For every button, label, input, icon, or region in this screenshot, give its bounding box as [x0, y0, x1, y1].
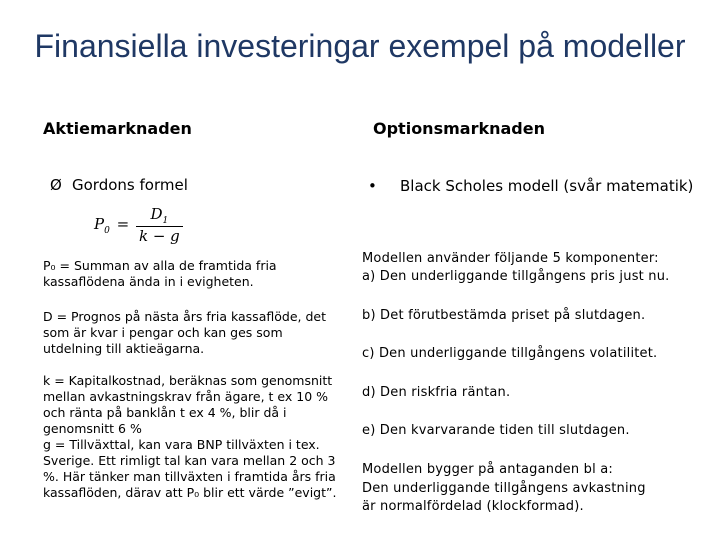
formula-equals: = [116, 215, 130, 233]
formula-fraction [136, 205, 183, 245]
assumption-line3: är normalfördelad (klockformad). [362, 499, 584, 514]
right-bullet-text: Black Scholes modell (svår matematik) [400, 177, 694, 195]
formula-denominator: k − g [138, 227, 180, 245]
component-c: c) Den underliggande tillgångens volatilitet. [362, 346, 658, 361]
model-intro-line1: Modellen använder följande 5 komponenter: [362, 251, 659, 266]
p0-definition: P₀ = Summan av alla de framtida fria kassaflödena ända in i evigheten. [43, 258, 277, 289]
k-definition: k = Kapitalkostnad, beräknas som genomsnitt mellan avkastningskrav från ägare, t ex 10 % och ränta på banklån t ex 4 %, blir då i genomsnitt 6 % [43, 373, 333, 436]
arrow-bullet-icon: Ø [50, 176, 62, 194]
component-b: b) Det förutbestämda priset på slutdagen. [362, 308, 646, 323]
component-e: e) Den kvarvarande tiden till slutdagen. [362, 423, 630, 438]
component-d: d) Den riskfria räntan. [362, 385, 511, 400]
g-definition: g = Tillväxttal, kan vara BNP tillväxten i tex. Sverige. Ett rimligt tal kan vara mellan 2 och 3 %. Här tänker man tillväxten i framtida års fria kassaflöden, därav att P₀ blir ett värde ”evigt”. [43, 437, 337, 500]
assumption-line2: Den underliggande tillgångens avkastning [362, 481, 646, 496]
left-bullet-text: Gordons formel [72, 176, 188, 194]
round-bullet-icon: • [368, 177, 377, 195]
d-definition: D = Prognos på nästa års fria kassaflöde, det som är kvar i pengar och kan ges som utdelning till aktieägarna. [43, 309, 326, 356]
slide-title: Finansiella investeringar exempel på modeller [34, 28, 686, 64]
left-bullet [50, 176, 188, 194]
right-bullet [368, 177, 693, 195]
formula-numerator: $D_1$ [136, 205, 183, 227]
formula-lhs: $P_0$ [94, 215, 110, 236]
gordon-formula [94, 205, 183, 245]
assumption-line1: Modellen bygger på antaganden bl a: [362, 462, 613, 477]
component-a: a) Den underliggande tillgångens pris just nu. [362, 269, 670, 284]
left-heading: Aktiemarknaden [43, 119, 192, 138]
right-heading: Optionsmarknaden [373, 119, 545, 138]
